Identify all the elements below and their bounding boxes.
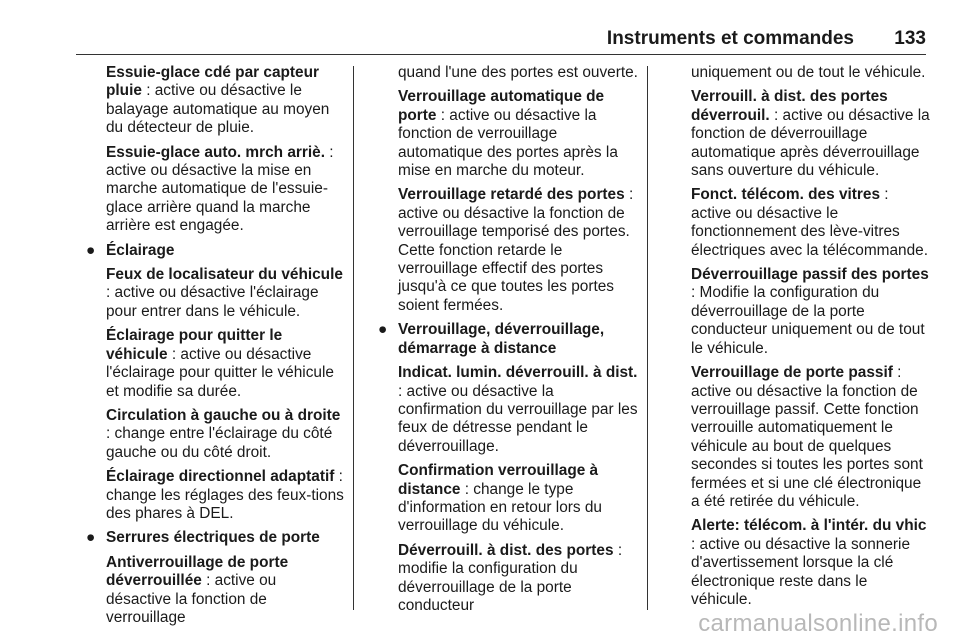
setting-description: quand l'une des portes est ouverte.	[398, 64, 638, 81]
paragraph	[691, 64, 931, 82]
paragraph	[398, 64, 638, 82]
setting-description: : active ou désactive la sonnerie d'avertissement lorsque la clé électronique reste dans le véhicule.	[691, 535, 911, 608]
column-divider	[647, 66, 648, 610]
paragraph	[691, 364, 931, 511]
paragraph	[106, 468, 344, 523]
setting-name: Antiverrouillage de porte déverrouillée	[106, 553, 289, 590]
bullet-heading	[86, 529, 344, 547]
paragraph	[106, 144, 344, 236]
setting-name: Verrouillage de porte passif	[691, 364, 893, 382]
page-number: 133	[894, 28, 926, 49]
paragraph	[398, 186, 638, 315]
page-header	[76, 26, 926, 55]
setting-description: : active ou désactive l'éclairage pour quitter le véhicule et modifie sa durée.	[106, 345, 334, 400]
bullet-icon: ●	[86, 241, 96, 259]
setting-description: uniquement ou de tout le véhicule.	[691, 64, 926, 81]
setting-description: : change entre l'éclairage du côté gauche ou du côté droit.	[106, 425, 333, 461]
setting-description: : active ou désactive la fonction de verrouillage temporisé des portes. Cette fonction retarde le verrouillage effectif des portes jusqu'à ce que toutes les portes soient fermées.	[398, 186, 634, 314]
paragraph	[106, 327, 344, 401]
setting-name: Verrouillage retardé des portes	[398, 186, 625, 204]
setting-name: Essuie-glace auto. mrch arriè.	[106, 143, 325, 161]
setting-description: : active ou désactive le fonctionnement des lève-vitres électriques avec la télécommande.	[691, 186, 928, 259]
setting-description: : active ou désactive le balayage automatique au moyen du détecteur de pluie.	[106, 82, 330, 137]
setting-description: : active ou désactive l'éclairage pour entrer dans le véhicule.	[106, 284, 319, 320]
setting-description: : active ou désactive la mise en marche automatique de l'essuie-glace arrière quand la marche arrière est engagée.	[106, 143, 334, 235]
paragraph	[691, 186, 931, 260]
bullet-icon: ●	[86, 529, 96, 547]
bullet-text: Verrouillage, déverrouillage, démarrage à distance	[398, 321, 605, 357]
setting-description: : active ou désactive la fonction de verrouillage	[106, 572, 277, 626]
setting-description: : active ou désactive la fonction de verrouillage automatique des portes après la mise en marche du moteur.	[398, 106, 618, 180]
text-column-1	[86, 64, 344, 633]
bullet-text: Serrures électriques de porte	[106, 529, 320, 547]
bullet-heading	[86, 241, 344, 260]
bullet-heading	[378, 321, 638, 358]
setting-name: Confirmation verrouillage à distance	[398, 462, 599, 498]
paragraph	[106, 407, 344, 462]
paragraph	[691, 88, 931, 180]
paragraph	[106, 266, 344, 321]
paragraph	[398, 542, 638, 616]
setting-name: Verrouillage automatique de porte	[398, 88, 605, 124]
paragraph	[691, 266, 931, 358]
column-divider	[353, 66, 354, 610]
paragraph	[398, 462, 638, 536]
setting-description: : change le type d'information en retour lors du verrouillage du véhicule.	[398, 480, 602, 535]
setting-name: Alerte: télécom. à l'intér. du vhic	[691, 517, 927, 535]
setting-name: Circulation à gauche ou à droite	[106, 406, 341, 424]
watermark: carmanualsonline.info	[698, 610, 938, 637]
bullet-icon: ●	[378, 321, 388, 339]
setting-name: Éclairage directionnel adaptatif	[106, 468, 335, 486]
page-title: Instruments et commandes	[606, 28, 854, 49]
setting-description: : active ou désactive la fonction de verrouillage passif. Cette fonction verrouille automatiquement le véhicule au bout de quelques secondes si toutes les portes sont fermées et si une clé électronique a été retirée du véhicule.	[691, 364, 923, 510]
text-column-2	[378, 64, 638, 621]
setting-description: : modifie la configuration du déverrouillage de la porte conducteur	[398, 541, 623, 614]
setting-description: : Modifie la configuration du déverrouillage de la porte conducteur uniquement ou de tout le véhicule.	[691, 284, 925, 357]
text-column-3	[691, 64, 931, 615]
setting-name: Verrouill. à dist. des portes déverrouil.	[691, 88, 888, 124]
setting-name: Essuie-glace cdé par capteur pluie	[106, 64, 319, 100]
paragraph	[398, 88, 638, 180]
setting-description: : change les réglages des feux-tions des phares à DEL.	[106, 468, 344, 522]
setting-description: : active ou désactive la fonction de déverrouillage automatique après déverrouillage sans ouverture du véhicule.	[691, 106, 930, 180]
setting-name: Déverrouillage passif des portes	[691, 266, 929, 284]
paragraph	[106, 554, 344, 628]
setting-name: Indicat. lumin. déverrouill. à dist.	[398, 364, 638, 382]
paragraph	[106, 64, 344, 138]
bullet-text: Éclairage	[106, 241, 175, 259]
setting-name: Déverrouill. à dist. des portes	[398, 541, 614, 559]
setting-name: Feux de localisateur du véhicule	[106, 266, 343, 284]
setting-description: : active ou désactive la confirmation du verrouillage par les feux de détresse pendant le déverrouillage.	[398, 382, 638, 455]
paragraph	[691, 517, 931, 609]
setting-name: Fonct. télécom. des vitres	[691, 186, 881, 204]
paragraph	[398, 364, 638, 456]
setting-name: Éclairage pour quitter le véhicule	[106, 327, 283, 363]
